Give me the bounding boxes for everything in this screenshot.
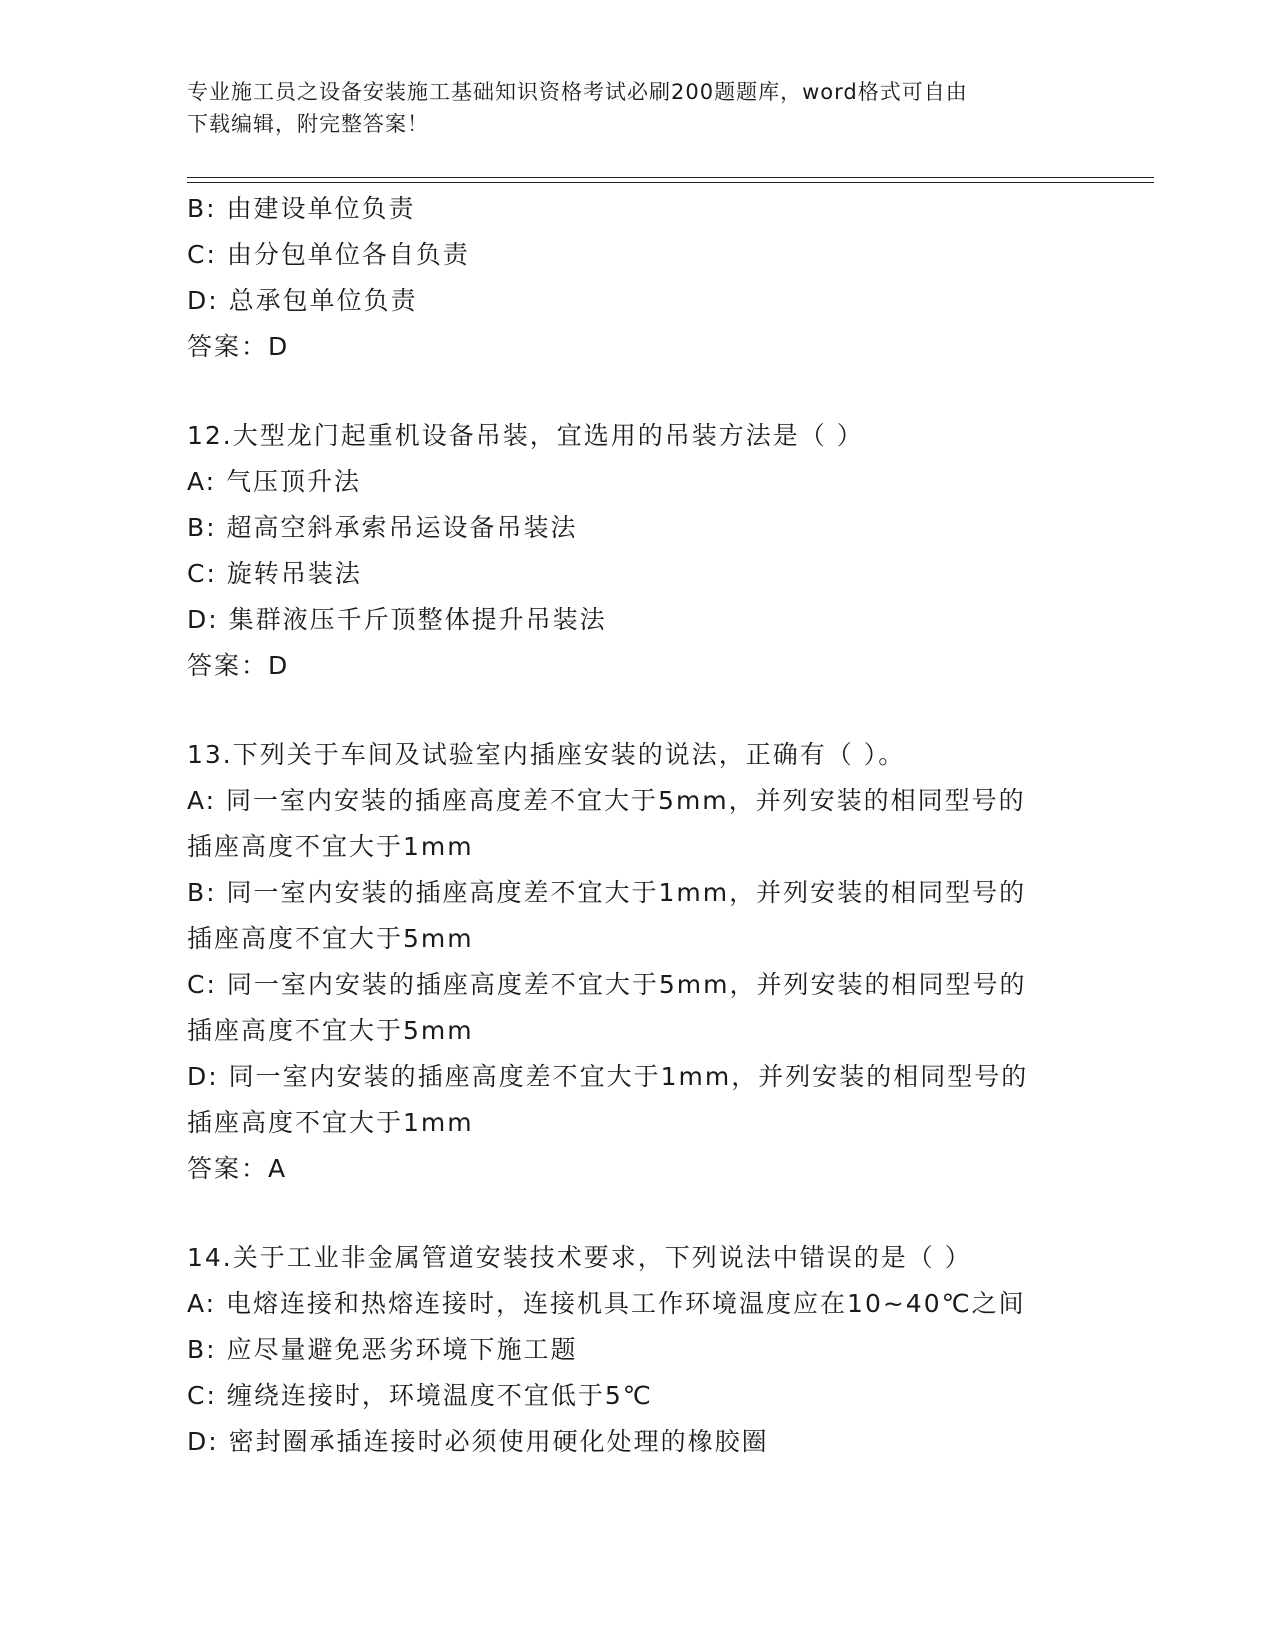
option-c-line-1: C: 同一室内安装的插座高度差不宜大于5mm，并列安装的相同型号的 (187, 970, 1027, 999)
option-c-line-2: 插座高度不宜大于5mm (187, 1016, 474, 1045)
header-line-2: 下载编辑，附完整答案！ (187, 112, 429, 136)
option-c: C: 旋转吊装法 (187, 559, 362, 588)
option-b-line-1: B: 同一室内安装的插座高度差不宜大于1mm，并列安装的相同型号的 (187, 878, 1027, 907)
option-b: B: 应尽量避免恶劣环境下施工题 (187, 1335, 578, 1364)
option-d: D: 集群液压千斤顶整体提升吊装法 (187, 605, 607, 634)
option-c: C: 由分包单位各自负责 (187, 240, 470, 269)
document-header (187, 76, 1067, 140)
question-stem: 13.下列关于车间及试验室内插座安装的说法，正确有（ ）。 (187, 740, 906, 769)
question-13 (187, 732, 1087, 1192)
question-list (187, 186, 1087, 1465)
option-d: D: 密封圈承插连接时必须使用硬化处理的橡胶圈 (187, 1427, 769, 1456)
option-a: A: 电熔连接和热熔连接时，连接机具工作环境温度应在10~40℃之间 (187, 1289, 1026, 1318)
header-divider-top (187, 177, 1154, 178)
question-stem: 14.关于工业非金属管道安装技术要求，下列说法中错误的是（ ） (187, 1243, 972, 1272)
option-d: D: 总承包单位负责 (187, 286, 418, 315)
option-b: B: 由建设单位负责 (187, 194, 416, 223)
answer-line: 答案：D (187, 651, 290, 680)
option-d-line-2: 插座高度不宜大于1mm (187, 1108, 474, 1137)
question-stem: 12.大型龙门起重机设备吊装，宜选用的吊装方法是（ ） (187, 421, 864, 450)
option-a: A: 气压顶升法 (187, 467, 362, 496)
answer-line: 答案：A (187, 1154, 288, 1183)
question-12 (187, 413, 1087, 689)
answer-line: 答案：D (187, 332, 290, 361)
option-c: C: 缠绕连接时，环境温度不宜低于5℃ (187, 1381, 653, 1410)
option-b-line-2: 插座高度不宜大于5mm (187, 924, 474, 953)
question-11 (187, 186, 1087, 370)
header-line-1: 专业施工员之设备安装施工基础知识资格考试必刷200题题库，word格式可自由 (187, 80, 968, 104)
option-a-line-1: A: 同一室内安装的插座高度差不宜大于5mm，并列安装的相同型号的 (187, 786, 1026, 815)
option-b: B: 超高空斜承索吊运设备吊装法 (187, 513, 578, 542)
question-14 (187, 1235, 1087, 1465)
option-a-line-2: 插座高度不宜大于1mm (187, 832, 474, 861)
option-d-line-1: D: 同一室内安装的插座高度差不宜大于1mm，并列安装的相同型号的 (187, 1062, 1029, 1091)
header-divider-bottom (187, 182, 1154, 183)
